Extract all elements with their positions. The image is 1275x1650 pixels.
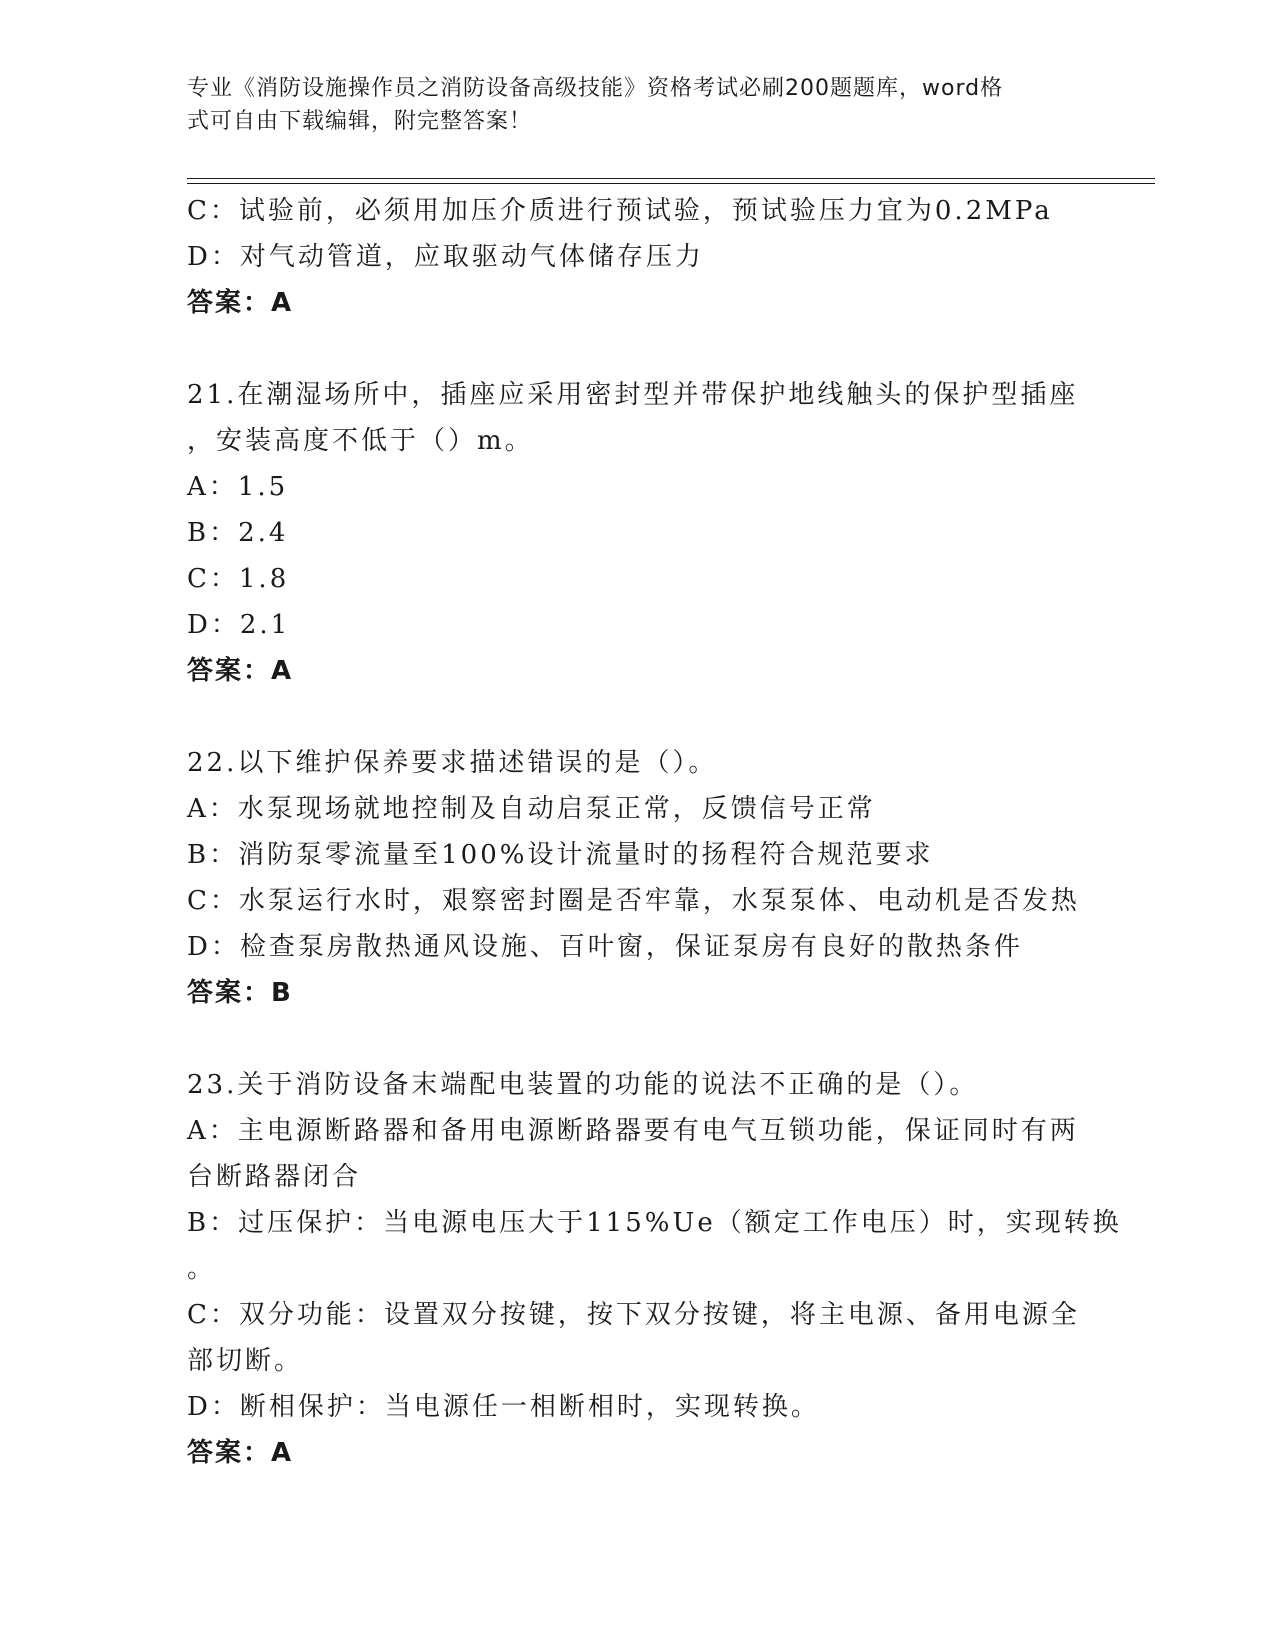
option-a: A：水泵现场就地控制及自动启泵正常，反馈信号正常 xyxy=(187,794,876,824)
question-20-continued xyxy=(187,188,1087,326)
header-line-2: 式可自由下载编辑，附完整答案！ xyxy=(187,109,533,134)
option-d: D：2.1 xyxy=(187,610,291,640)
question-22 xyxy=(187,740,1087,1016)
header-line-1: 专业《消防设施操作员之消防设备高级技能》资格考试必刷200题题库，word格 xyxy=(187,76,1004,101)
spacer xyxy=(187,326,1087,372)
document-header xyxy=(187,72,1067,138)
document-body xyxy=(187,188,1122,1476)
answer-line: 答案：A xyxy=(187,1438,294,1468)
answer-line: 答案：B xyxy=(187,978,293,1008)
option-b: B：2.4 xyxy=(187,518,289,548)
question-23 xyxy=(187,1062,1122,1476)
option-c: C：1.8 xyxy=(187,564,290,594)
option-a-continued: 台断路器闭合 xyxy=(187,1162,362,1192)
header-rule-bottom xyxy=(187,183,1155,184)
question-stem: 22.以下维护保养要求描述错误的是（）。 xyxy=(187,748,718,778)
option-d: D：对气动管道，应取驱动气体储存压力 xyxy=(187,242,704,272)
option-a: A：主电源断路器和备用电源断路器要有电气互锁功能，保证同时有两 xyxy=(187,1116,1079,1146)
option-b: B：消防泵零流量至100%设计流量时的扬程符合规范要求 xyxy=(187,840,934,870)
answer-line: 答案：A xyxy=(187,656,294,686)
option-a: A：1.5 xyxy=(187,472,289,502)
answer-line: 答案：A xyxy=(187,288,294,318)
question-stem: 21.在潮湿场所中，插座应采用密封型并带保护地线触头的保护型插座 xyxy=(187,380,1079,410)
option-c: C：双分功能：设置双分按键，按下双分按键，将主电源、备用电源全 xyxy=(187,1300,1080,1330)
option-c: C：水泵运行水时，艰察密封圈是否牢靠，水泵泵体、电动机是否发热 xyxy=(187,886,1080,916)
header-rule-top xyxy=(187,178,1155,179)
option-d: D：检查泵房散热通风设施、百叶窗，保证泵房有良好的散热条件 xyxy=(187,932,1023,962)
option-c-continued: 部切断。 xyxy=(187,1346,304,1376)
option-b-continued: 。 xyxy=(187,1254,217,1284)
spacer xyxy=(187,694,1087,740)
option-c: C：试验前，必须用加压介质进行预试验，预试验压力宜为0.2MPa xyxy=(187,196,1053,226)
spacer xyxy=(187,1016,1087,1062)
option-b: B：过压保护：当电源电压大于115%Ue（额定工作电压）时，实现转换 xyxy=(187,1208,1122,1238)
question-stem: 23.关于消防设备末端配电装置的功能的说法不正确的是（）。 xyxy=(187,1070,979,1100)
question-21 xyxy=(187,372,1087,694)
option-d: D：断相保护：当电源任一相断相时，实现转换。 xyxy=(187,1392,820,1422)
question-stem: ，安装高度不低于（）m。 xyxy=(187,426,534,456)
